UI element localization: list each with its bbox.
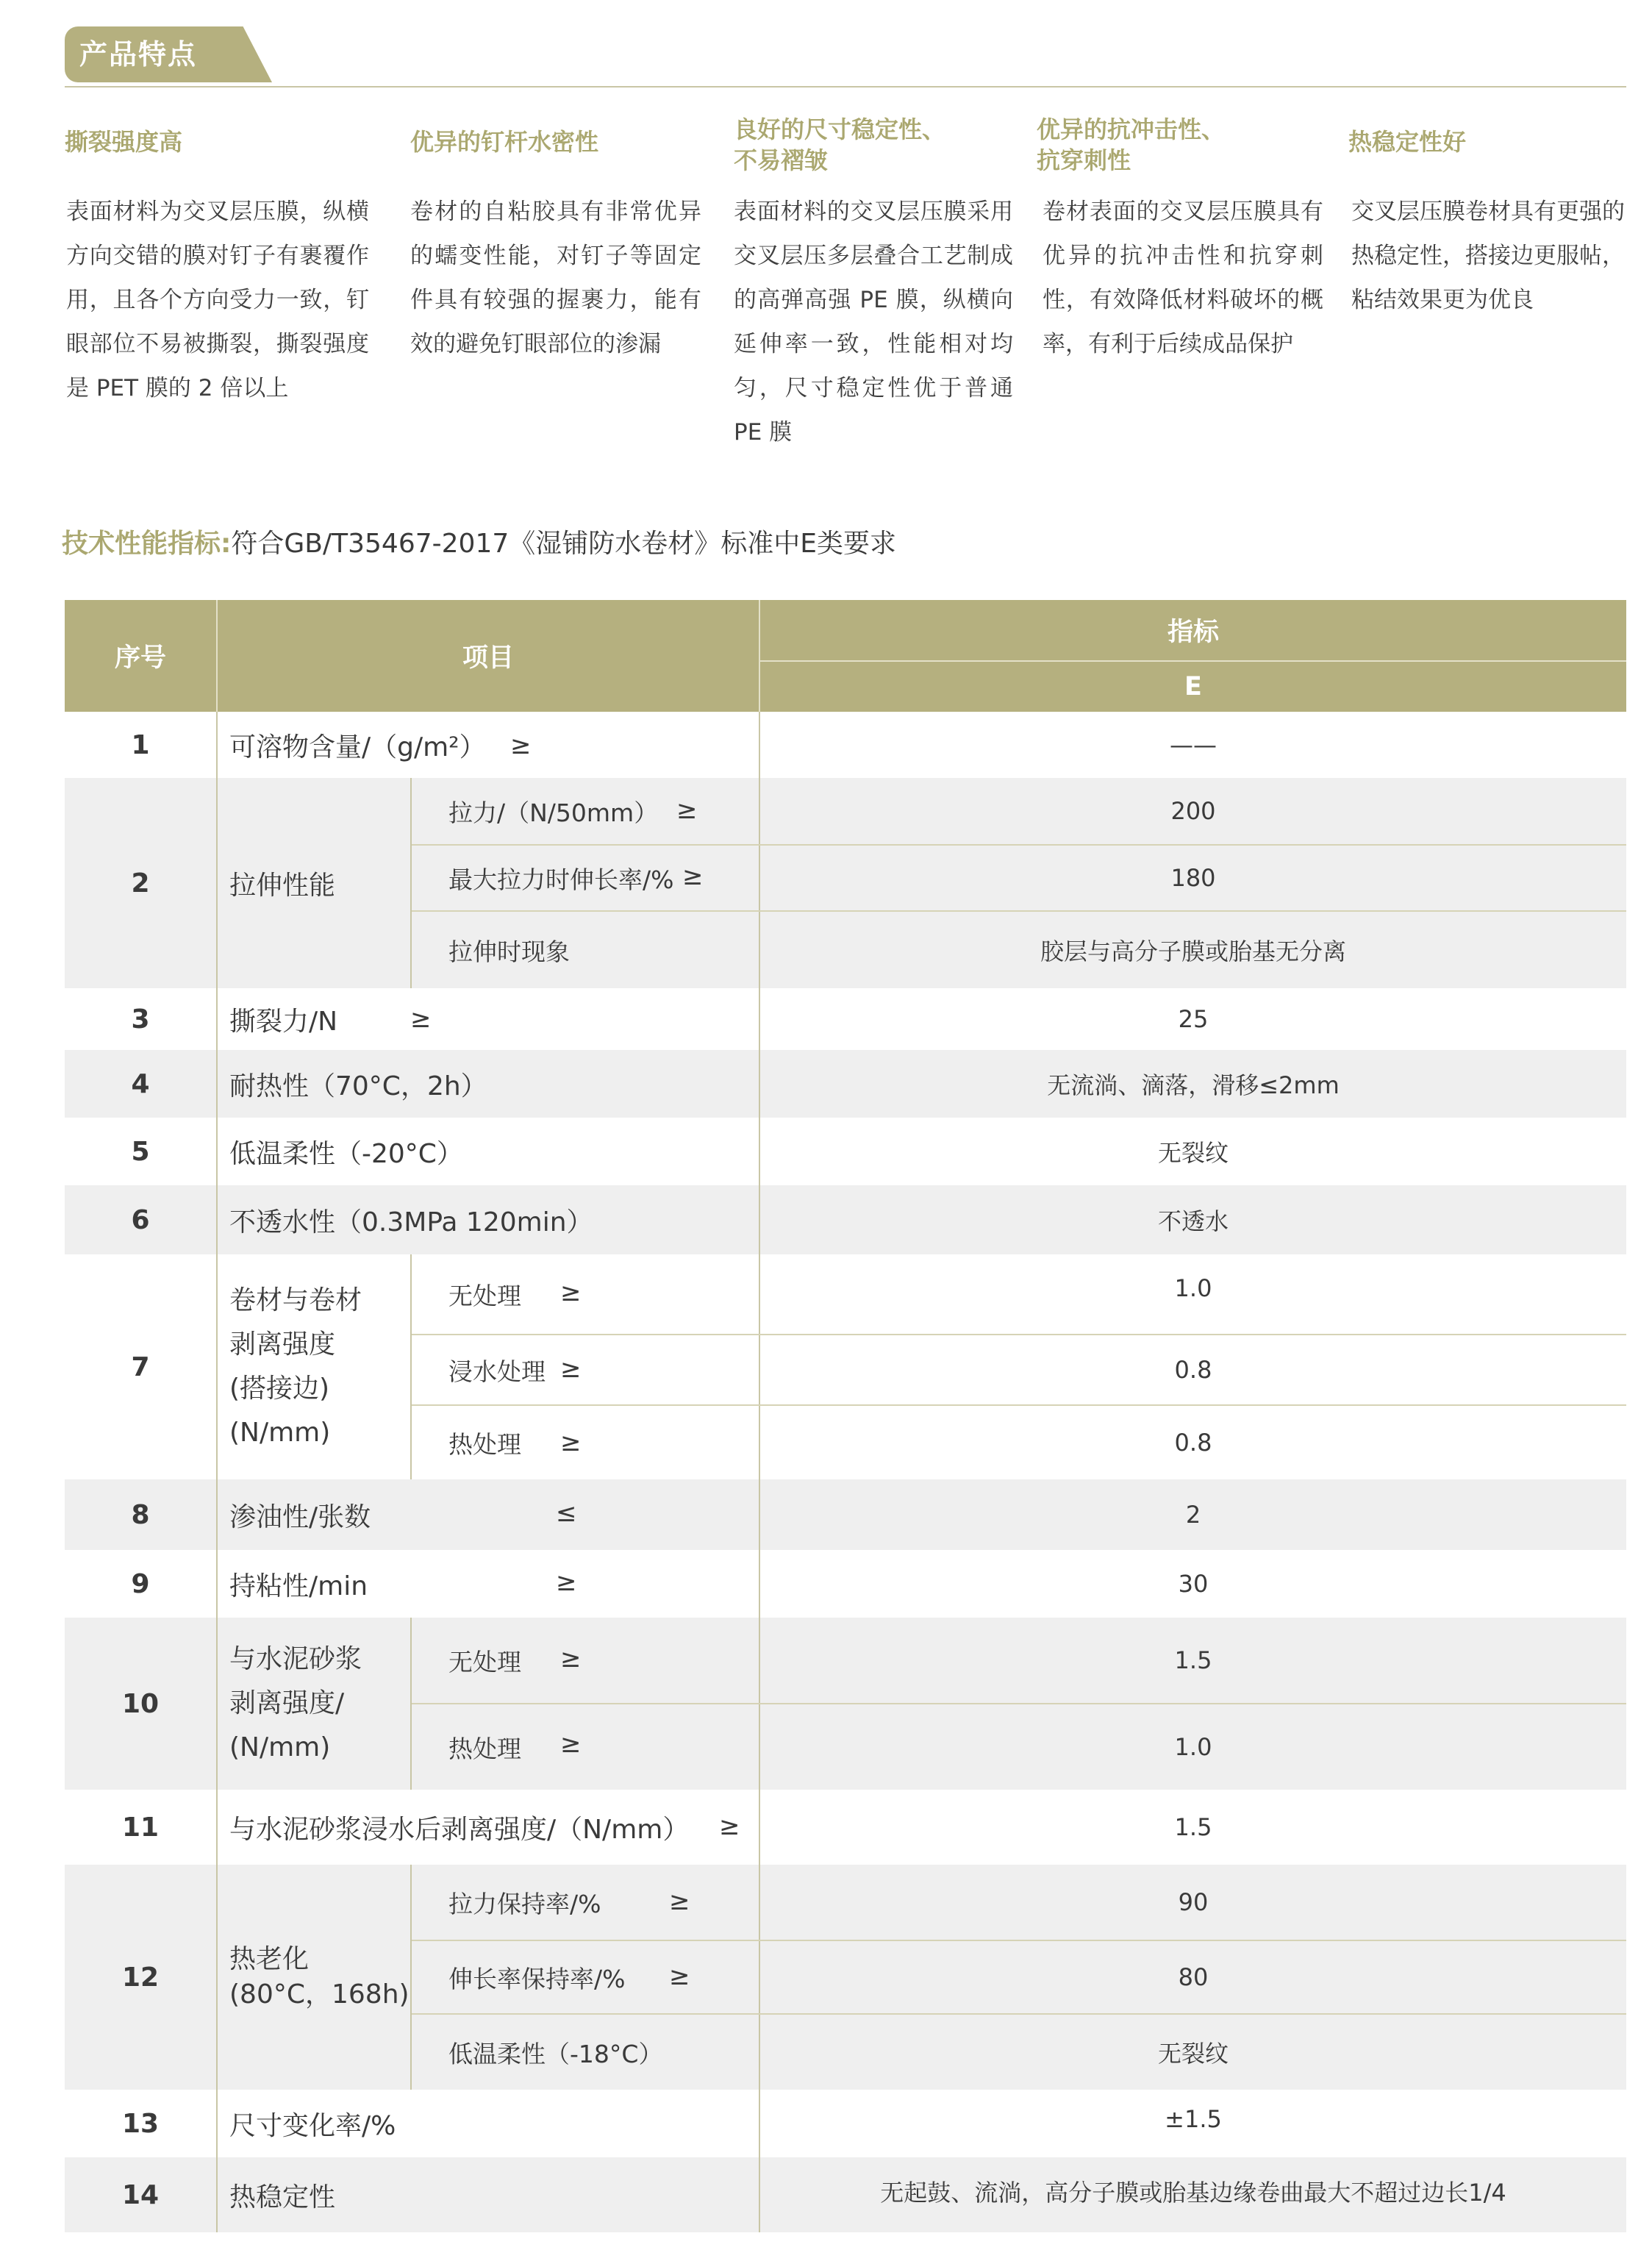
row-value: 无流淌、滴落，滑移≤2mm: [1047, 1071, 1340, 1099]
sub-item: 热处理: [448, 1429, 521, 1459]
comparison-symbol: ≥: [682, 862, 704, 891]
sub-item: 拉力/（N/50mm）: [448, 798, 659, 827]
row-item: 热老化 (80°C，168h): [229, 1944, 410, 2010]
row-number: 7: [131, 1351, 150, 1382]
sub-value: 胶层与高分子膜或胎基无分离: [1040, 937, 1346, 965]
header-divider: [759, 600, 760, 712]
row-value: 25: [1178, 1005, 1209, 1033]
row-item: 拉伸性能: [229, 870, 336, 901]
header-divider: [216, 600, 218, 712]
sub-value: 无裂纹: [1157, 2040, 1229, 2068]
spec-label: 技术性能指标:: [62, 529, 232, 559]
col-divider: [216, 712, 218, 2232]
feature-title: 热稳定性好: [1348, 128, 1467, 156]
sub-item: 浸水处理: [448, 1357, 546, 1386]
section-title: 产品特点: [79, 38, 198, 71]
row-item: 卷材与卷材 剥离强度 (搭接边) (N/mm): [229, 1285, 362, 1448]
sub-value: 0.8: [1174, 1429, 1212, 1457]
row-number: 14: [121, 2179, 160, 2210]
row-item: 与水泥砂浆 剥离强度/ (N/mm): [229, 1644, 362, 1762]
comparison-symbol: ≥: [676, 796, 698, 825]
feature-body: 卷材的自粘胶具有非常优异的蠕变性能，对钉子等固定件具有较强的握裹力，能有效的避免钉眼部位的渗漏: [410, 199, 701, 357]
row-value: 无起鼓、流淌，高分子膜或胎基边缘卷曲最大不超过边长1/4: [880, 2179, 1506, 2207]
row-item: 低温柔性（-20°C）: [229, 1138, 463, 1169]
sub-value: 90: [1178, 1888, 1209, 1916]
row-value: 2: [1185, 1501, 1201, 1529]
row-item: 持粘性/min: [229, 1571, 368, 1601]
row-item: 与水泥砂浆浸水后剥离强度/（N/mm）: [229, 1814, 690, 1845]
row-item: 不透水性（0.3MPa 120min）: [229, 1207, 593, 1237]
comparison-symbol: ≥: [560, 1729, 582, 1759]
comparison-symbol: ≥: [669, 1887, 690, 1916]
sub-item: 最大拉力时伸长率/%: [448, 865, 674, 894]
header-indicator: 指标: [760, 600, 1626, 660]
comparison-symbol: ≥: [719, 1812, 740, 1841]
row-item: 热稳定性: [229, 2182, 336, 2212]
sub-item: 热处理: [448, 1734, 521, 1763]
sub-item: 伸长率保持率/%: [448, 1964, 626, 1993]
sub-col-divider: [410, 1254, 412, 1479]
sub-item: 拉伸时现象: [448, 937, 570, 966]
section-divider: [65, 86, 1626, 87]
comparison-symbol: ≥: [510, 731, 532, 760]
header-no: 序号: [65, 600, 216, 712]
comparison-symbol: ≥: [556, 1568, 577, 1597]
row-number: 2: [131, 868, 150, 899]
row-item: 耐热性（70°C，2h）: [229, 1071, 487, 1101]
row-value: 不透水: [1157, 1207, 1229, 1235]
sub-item: 无处理: [448, 1647, 521, 1676]
row-value: ±1.5: [1165, 2105, 1222, 2133]
row-item: 可溶物含量/（g/m²）: [229, 732, 486, 762]
comparison-symbol: ≥: [560, 1428, 582, 1457]
sub-col-divider: [410, 1865, 412, 2090]
row-value: 30: [1178, 1570, 1209, 1598]
sub-value: 200: [1170, 797, 1216, 825]
row-number: 8: [131, 1499, 150, 1530]
row-number: 1: [131, 729, 150, 760]
row-value: 1.5: [1174, 1813, 1212, 1841]
sub-value: 80: [1178, 1963, 1209, 1991]
feature-title: 撕裂强度高: [65, 128, 183, 156]
row-number: 9: [131, 1568, 150, 1599]
row-number: 10: [121, 1688, 160, 1719]
row-number: 12: [121, 1962, 160, 1993]
header-divider: [760, 660, 1626, 662]
row-item: 撕裂力/N: [229, 1006, 338, 1037]
row-number: 11: [121, 1812, 160, 1843]
comparison-symbol: ≥: [560, 1644, 582, 1674]
feature-title: 优异的抗冲击性、 抗穿刺性: [1037, 115, 1226, 174]
row-number: 5: [131, 1136, 150, 1167]
header-item: 项目: [218, 600, 759, 712]
sub-item: 拉力保持率/%: [448, 1889, 601, 1918]
comparison-symbol: ≥: [410, 1004, 432, 1034]
feature-title: 良好的尺寸稳定性、 不易褶皱: [734, 115, 946, 174]
sub-value: 1.0: [1174, 1274, 1212, 1302]
sub-value: 0.8: [1174, 1356, 1212, 1384]
row-value: ——: [1170, 731, 1217, 759]
row-value: 无裂纹: [1157, 1139, 1229, 1167]
comparison-symbol: ≤: [556, 1499, 577, 1528]
feature-title: 优异的钉杆水密性: [410, 128, 599, 156]
comparison-symbol: ≥: [560, 1354, 582, 1384]
feature-body: 表面材料的交叉层压膜采用交叉层压多层叠合工艺制成的高弹高强 PE 膜，纵横向延伸率一致，性能相对均匀，尺寸稳定性优于普通 PE 膜: [734, 199, 1013, 446]
row-item: 渗油性/张数: [229, 1501, 371, 1532]
comparison-symbol: ≥: [560, 1278, 582, 1307]
sub-item: 无处理: [448, 1281, 521, 1310]
feature-body: 卷材表面的交叉层压膜具有优异的抗冲击性和抗穿刺性，有效降低材料破坏的概率，有利于后续成品保护: [1043, 199, 1323, 357]
comparison-symbol: ≥: [669, 1962, 690, 1991]
row-number: 4: [131, 1068, 150, 1099]
row-number: 3: [131, 1004, 150, 1035]
feature-body: 交叉层压膜卷材具有更强的热稳定性，搭接边更服帖，粘结效果更为优良: [1351, 199, 1625, 313]
spec-heading: [62, 525, 896, 563]
row-item: 尺寸变化率/%: [229, 2110, 396, 2141]
feature-body: 表面材料为交叉层压膜，纵横方向交错的膜对钉子有裹覆作用，且各个方向受力一致，钉眼部位不易被撕裂，撕裂强度是 PET 膜的 2 倍以上: [66, 199, 369, 401]
header-grade-e: E: [760, 662, 1626, 712]
row-number: 6: [131, 1204, 150, 1235]
sub-col-divider: [410, 778, 412, 988]
spec-text: 符合GB/T35467-2017《湿铺防水卷材》标准中E类要求: [231, 529, 896, 559]
sub-value: 1.5: [1174, 1646, 1212, 1674]
sub-value: 180: [1170, 864, 1216, 892]
sub-value: 1.0: [1174, 1733, 1212, 1761]
row-number: 13: [121, 2108, 160, 2139]
sub-item: 低温柔性（-18°C）: [448, 2039, 663, 2068]
